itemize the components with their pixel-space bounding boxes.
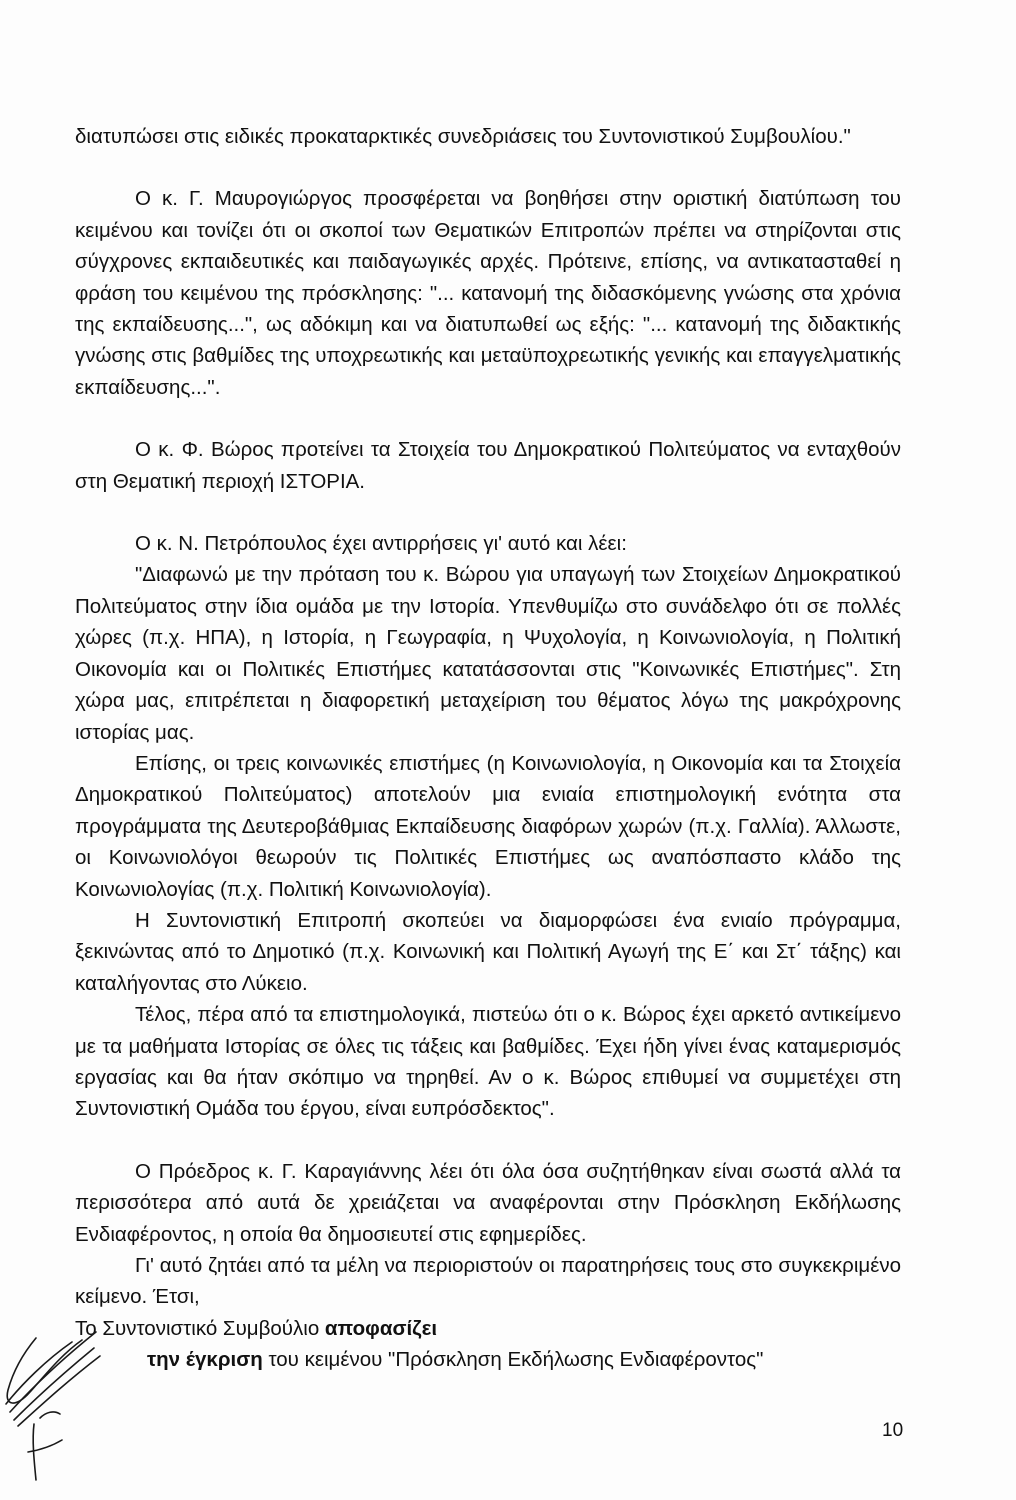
decision-intro: Το Συντονιστικό Συμβούλιο [75, 1316, 325, 1340]
decision-verb: αποφασίζει [324, 1316, 438, 1340]
paragraph-voros-proposal: Ο κ. Φ. Βώρος προτείνει τα Στοιχεία του Δημοκρατικού Πολιτεύματος να ενταχθούν στη Θεματική περιοχή ΙΣΤΟΡΙΑ. [75, 438, 901, 493]
document-body [75, 121, 901, 1376]
decision-line [75, 1313, 901, 1344]
paragraph-petropoulos-quote-2: Επίσης, οι τρεις κοινωνικές επιστήμες (η Κοινωνιολογία, η Οικονομία και τα Στοιχεία Δημοκρατικού Πολιτεύματος) αποτελούν μια ενιαία επιστημολογική ενότητα στα προγράμματα της Δευτεροβάθμιας Εκπαίδευσης διαφόρων χωρών (π.χ. Γαλλία). Άλλωστε, οι Κοινωνιολόγοι θεωρούν τις Πολιτικές Επιστήμες ως αναπόσπαστο κλάδο της Κοινωνιολογίας (π.χ. Πολιτική Κοινωνιολογία). [75, 751, 901, 901]
approval-rest: του κειμένου "Πρόσκληση Εκδήλωσης Ενδιαφέροντος" [262, 1348, 764, 1372]
signature-icon [0, 1320, 130, 1490]
paragraph-petropoulos-intro: Ο κ. Ν. Πετρόπουλος έχει αντιρρήσεις γι' αυτό και λέει: [135, 532, 627, 556]
paragraph-mavrogiorgos: Ο κ. Γ. Μαυρογιώργος προσφέρεται να βοηθήσει στην οριστική διατύπωση του κειμένου και τονίζει ότι οι σκοποί των Θεματικών Επιτροπών πρέπει να στηρίζονται στις σύγχρονες εκπαιδευτικές και παιδαγωγικές αρχές. Πρότεινε, επίσης, να αντικατασταθεί η φράση του κειμένου της πρόσκλησης: "... κατανομή της διδασκόμενης γνώσης στα χρόνια της εκπαίδευσης...", ως αδόκιμη και να διατυπωθεί ως εξής: "... κατανομή της διδακτικής γνώσης στις βαθμίδες της υποχρεωτικής και μεταϋποχρεωτικής γενικής και επαγγελματικής εκπαίδευσης...". [75, 187, 901, 399]
paragraph-continuation: διατυπώσει στις ειδικές προκαταρκτικές συνεδριάσεις του Συντονιστικού Συμβουλίου." [75, 125, 851, 148]
paragraph-petropoulos-quote-3: Η Συντονιστική Επιτροπή σκοπεύει να διαμορφώσει ένα ενιαίο πρόγραμμα, ξεκινώντας από το Δημοτικό (π.χ. Κοινωνική και Πολιτική Αγωγή της Ε΄ και Στ΄ τάξης) και καταλήγοντας στο Λύκειο. [75, 908, 901, 995]
paragraph-petropoulos-quote-4: Τέλος, πέρα από τα επιστημολογικά, πιστεύω ότι ο κ. Βώρος έχει αρκετό αντικείμενο με τα μαθήματα Ιστορίας σε όλες τις τάξεις και βαθμίδες. Έχει ήδη γίνει ένας καταμερισμός εργασίας και θα ήταν σκόπιμο να τηρηθεί. Αν ο κ. Βώρος επιθυμεί να συμμετέχει στη Συντονιστική Ομάδα του έργου, είναι ευπρόσδεκτος". [75, 1003, 901, 1121]
paragraph-request: Γι' αυτό ζητάει από τα μέλη να περιοριστούν οι παρατηρήσεις τους στο συγκεκριμένο κείμενο. Έτσι, [75, 1254, 901, 1309]
approval-bold: την έγκριση [147, 1348, 263, 1372]
paragraph-petropoulos-quote-1: "Διαφωνώ με την πρόταση του κ. Βώρου για υπαγωγή των Στοιχείων Δημοκρατικού Πολιτεύματος στην ίδια ομάδα με την Ιστορία. Υπενθυμίζω στο συνάδελφο ότι σε πολλές χώρες (π.χ. ΗΠΑ), η Ιστορία, η Γεωγραφία, η Ψυχολογία, η Κοινωνιολογία, η Πολιτική Οικονομία και οι Πολιτικές Επιστήμες κατατάσσονται στις "Κοινωνικές Επιστήμες". Στη χώρα μας, επιτρέπεται η διαφορετική μεταχείριση του θέματος λόγω της μακρόχρονης ιστορίας μας. [75, 563, 901, 744]
approval-line [75, 1344, 901, 1375]
paragraph-karagiannis: Ο Πρόεδρος κ. Γ. Καραγιάννης λέει ότι όλα όσα συζητήθηκαν είναι σωστά αλλά τα περισσότερα από αυτά δε χρειάζεται να αναφέρονται στην Πρόσκληση Εκδήλωσης Ενδιαφέροντος, η οποία θα δημοσιευτεί στις εφημερίδες. [75, 1159, 901, 1246]
page-number: 10 [882, 1420, 904, 1441]
